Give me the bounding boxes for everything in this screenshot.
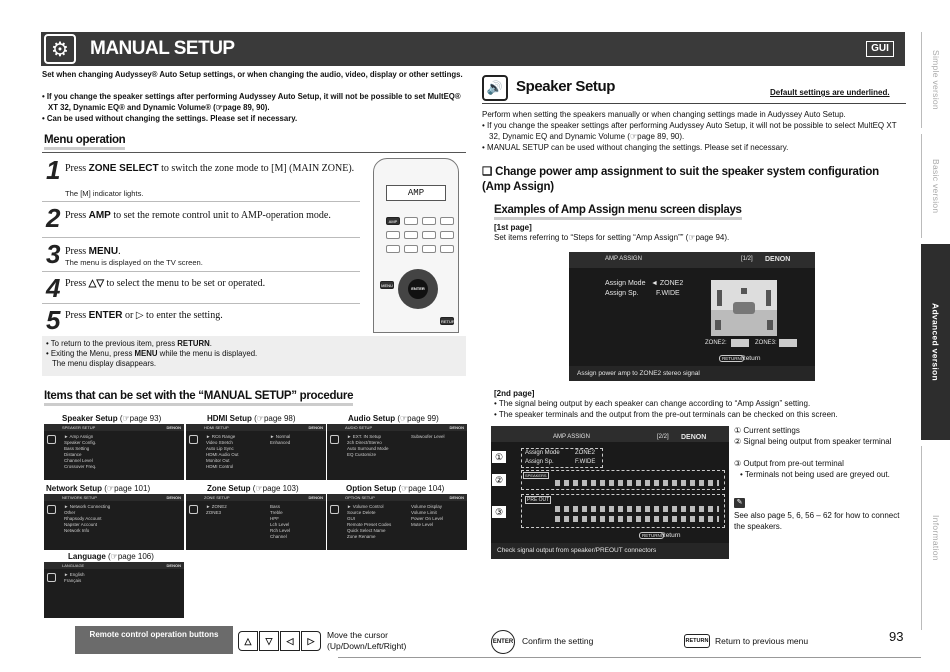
thumb-title-language: Language (☞page 106) [68, 552, 154, 561]
thumb-title-audio-setup: Audio Setup (☞page 99) [348, 414, 439, 423]
move-cursor-text: Move the cursor (Up/Down/Left/Right) [327, 630, 407, 651]
legend-4: • Terminals not being used are greyed out. [740, 470, 890, 479]
remote-button [404, 245, 418, 253]
assign-sp-label: Assign Sp. [525, 459, 554, 465]
assign-mode-label: Assign Mode [525, 450, 560, 456]
remote-button [386, 245, 400, 253]
legend-1: ① Current settings [734, 426, 800, 435]
gui-badge: GUI [866, 41, 894, 57]
option-icon [330, 505, 339, 514]
speaker-setup-bullet-1: • If you change the speaker settings after performing Audyssey Auto Setup, it will not be possible to select MultEQ XT 32, Dynamic EQ and Dynamic Volume (☞page 89, 90). [482, 121, 897, 141]
thumb-title-network-setup: Network Setup (☞page 101) [46, 484, 151, 493]
see-also-note: See also page 5, 6, 56 – 62 for how to connect the speakers. [734, 511, 900, 531]
zone3-indicator [779, 339, 797, 347]
remote-button [440, 217, 454, 225]
remote-control-illustration [373, 158, 459, 333]
step-4-text: Press △▽ to select the menu to be set or operated. [65, 278, 266, 289]
items-section-heading: Items that can be set with the “MANUAL SETUP” procedure [44, 390, 353, 406]
thumb-title-zone-setup: Zone Setup (☞page 103) [207, 484, 299, 493]
audio-icon [330, 435, 339, 444]
callout-3: ③ [492, 506, 506, 518]
thumb-title-speaker-setup: Speaker Setup (☞page 93) [62, 414, 162, 423]
assign-mode-value: ZONE2 [575, 450, 596, 456]
callout-1: ① [492, 451, 506, 463]
down-arrow-icon: ▽ [259, 631, 279, 651]
screen-footer: Assign power amp to ZONE2 stereo signal [577, 370, 700, 377]
preout-terminal-dots [555, 506, 719, 512]
speaker-setup-intro: Perform when setting the speakers manually or when changing settings made in Audyssey Auto Setup. [482, 110, 846, 119]
intro-bullet-1: • If you change the speaker settings after performing Audyssey Auto Setup, it will not be possible to set MultEQ® XT 32, Dynamic EQ® and Dynamic Volume® (☞page 89, 90). [42, 92, 461, 112]
page-title: MANUAL SETUP [90, 38, 235, 59]
step-number: 4 [46, 273, 61, 303]
screen-brand: DENON [681, 434, 707, 441]
remote-display: AMP [386, 185, 446, 201]
defaults-note: Default settings are underlined. [770, 88, 890, 97]
return-key[interactable]: RETURN [719, 355, 744, 362]
legend-2: ② Signal being output from speaker terminal [734, 437, 892, 446]
page-number: 93 [889, 629, 904, 644]
network-icon [47, 505, 56, 514]
screen-title: AMP ASSIGN [553, 434, 590, 440]
pencil-icon: ✎ [734, 498, 745, 508]
step-1-sub: The [M] indicator lights. [65, 189, 144, 198]
right-arrow-icon: ▷ [301, 631, 321, 651]
divider [42, 237, 360, 238]
remote-enter-button: ENTER [408, 279, 428, 299]
step-3-text: Press MENU. [65, 246, 121, 257]
divider [42, 271, 360, 272]
network-setup-screen: NETWORK SETUP DENON ► Network Connecting Other Rhapsody Account Napster Account Network Info [44, 494, 184, 550]
first-page-text: Set items referring to “Steps for setting “Amp Assign”” (☞page 94). [494, 233, 730, 242]
zone-setup-screen: ZONE SETUP DENON ► ZONE2 ZONE3 Bass Treble HPF Lch Level Rch Level Channel [186, 494, 326, 550]
speaker-setup-screen: SPEAKER SETUP DENON ► Amp Assign Speaker Config. Bass Setting Distance Channel Level Crossover Freq. [44, 424, 184, 480]
callout-2: ② [492, 474, 506, 486]
second-page-label: [2nd page] [494, 389, 535, 398]
confirm-setting-text: Confirm the setting [522, 636, 594, 646]
return-previous-text: Return to previous menu [715, 636, 809, 646]
screen-footer: Check signal output from speaker/PREOUT connectors [497, 547, 657, 554]
zone3-label: ZONE3: [755, 340, 777, 346]
divider [482, 103, 906, 104]
return-button-icon: RETURN [684, 634, 710, 648]
enter-button-icon: ENTER [491, 630, 515, 654]
speaker-icon [47, 435, 56, 444]
remote-buttons-label: Remote control operation buttons [75, 626, 233, 654]
assign-mode-label: Assign Mode [605, 280, 646, 287]
remote-button [404, 217, 418, 225]
examples-heading: Examples of Amp Assign menu screen displays [494, 204, 742, 220]
option-setup-screen: OPTION SETUP DENON ► Volume Control Source Delete GUI Remote Preset Codes Quick Select Name Zone Rename Volume Display Volume Limit Power On Level Mute Level [327, 494, 467, 550]
intro-text: Set when changing Audyssey® Auto Setup settings, or when changing the audio, video, display or other settings. [42, 70, 463, 79]
left-arrow-icon: ◁ [280, 631, 300, 651]
zone2-indicator [731, 339, 749, 347]
thumb-title-option-setup: Option Setup (☞page 104) [346, 484, 445, 493]
step-5-text: Press ENTER or ▷ to enter the setting. [65, 310, 223, 321]
tab-advanced-version[interactable]: Advanced version [921, 244, 950, 440]
speaker-terminal-dots [555, 480, 719, 486]
remote-button [440, 245, 454, 253]
gear-icon: ⚙ [44, 34, 76, 64]
tab-information[interactable]: Information [921, 446, 950, 630]
divider [42, 201, 360, 202]
step-number: 2 [46, 203, 61, 233]
note-3: The menu display disappears. [52, 359, 157, 368]
note-1: • To return to the previous item, press RETURN. [46, 339, 212, 348]
step-2-text: Press AMP to set the remote control unit to AMP-operation mode. [65, 210, 331, 221]
divider [338, 657, 921, 658]
remote-menu-button: MENU [381, 283, 393, 288]
language-screen: LANGUAGE DENON ► English Français [44, 562, 184, 618]
remote-button [404, 231, 418, 239]
language-icon [47, 573, 56, 582]
preout-terminal-dots [555, 516, 719, 522]
assign-sp-label: Assign Sp. [605, 290, 639, 297]
tab-simple-version[interactable]: Simple version [921, 32, 950, 128]
assign-sp-value: F.WIDE [656, 290, 680, 297]
note-2: • Exiting the Menu, press MENU while the menu is displayed. [46, 349, 258, 358]
step-number: 3 [46, 239, 61, 269]
amp-assign-screen-page-1 [569, 252, 815, 381]
menu-operation-heading: Menu operation [44, 134, 125, 150]
thumb-title-hdmi-setup: HDMI Setup (☞page 98) [207, 414, 296, 423]
return-text: Return [661, 532, 681, 539]
return-text: Return [741, 355, 761, 362]
speaker-setup-bullet-2: • MANUAL SETUP can be used without changing the settings. Please set if necessary. [482, 143, 789, 152]
step-1-text: Press ZONE SELECT to switch the zone mode to [M] (MAIN ZONE). [65, 163, 355, 174]
remote-amp-button: AMP [386, 217, 400, 225]
screen-title: AMP ASSIGN [605, 256, 642, 262]
screen-page: [2/2] [657, 434, 669, 440]
remote-button [422, 245, 436, 253]
intro-bullet-2: • Can be used without changing the settings. Please set if necessary. [42, 114, 298, 123]
speaker-layout-image [711, 280, 777, 336]
first-page-label: [1st page] [494, 223, 532, 232]
zone-icon [189, 505, 198, 514]
hdmi-setup-screen: HDMI SETUP DENON ► RC6 Range Video Stretch Auto Lip Sync HDMI Audio Out Monitor Out HDMI Control ► Normal Enhanced [186, 424, 326, 480]
speaker-setup-title: Speaker Setup [516, 78, 616, 95]
notes-box [42, 336, 466, 376]
remote-return-button: RETURN [441, 319, 458, 324]
legend-3: ③ Output from pre-out terminal [734, 459, 844, 468]
remote-button [422, 217, 436, 225]
assign-sp-value: F.WIDE [575, 459, 596, 465]
speaker-label: SPEAKERS [525, 473, 547, 478]
up-arrow-icon: △ [238, 631, 258, 651]
zone2-label: ZONE2: [705, 340, 727, 346]
amp-assign-screen-page-2 [491, 426, 729, 559]
speaker-icon: 🔊 [482, 75, 508, 101]
divider [42, 303, 360, 304]
screen-brand: DENON [765, 256, 791, 263]
assign-mode-value[interactable]: ◄ ZONE2 [651, 280, 684, 287]
remote-button [386, 231, 400, 239]
step-number: 5 [46, 305, 61, 335]
remote-button [422, 231, 436, 239]
amp-assign-subheading: ❑ Change power amp assignment to suit the speaker system configuration (Amp Assign) [482, 166, 879, 193]
screen-page: [1/2] [741, 256, 753, 262]
step-number: 1 [46, 155, 61, 185]
second-page-bullet-1: • The signal being output by each speaker can change according to “Amp Assign” setting. [494, 399, 811, 408]
cursor-buttons-icon [238, 631, 321, 651]
step-3-sub: The menu is displayed on the TV screen. [65, 258, 203, 267]
return-key[interactable]: RETURN [639, 532, 664, 539]
preout-label: PRE OUT [527, 497, 550, 503]
tab-basic-version[interactable]: Basic version [921, 134, 950, 238]
hdmi-icon [189, 435, 198, 444]
remote-button [440, 231, 454, 239]
audio-setup-screen: AUDIO SETUP DENON ► EXT. IN Setup 2ch Direct/Stereo Auto Surround Mode EQ Customize Subwoofer Level [327, 424, 467, 480]
second-page-bullet-2: • The speaker terminals and the output from the pre-out terminals can be checked on this screen. [494, 410, 838, 419]
